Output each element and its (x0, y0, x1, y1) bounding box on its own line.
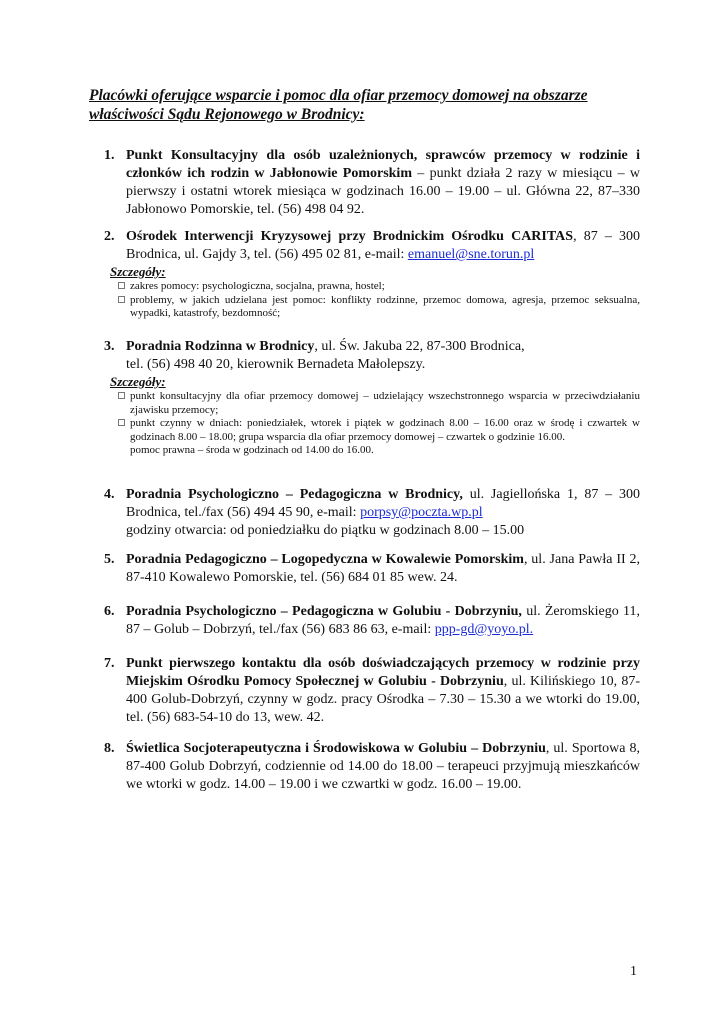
item-name: Ośrodek Interwencji Kryzysowej przy Brodnickim Ośrodku CARITAS (126, 229, 574, 244)
list-item (104, 551, 640, 587)
item-name: Poradnia Pedagogiczno – Logopedyczna w Kowalewie Pomorskim (126, 552, 524, 567)
list-item (104, 603, 640, 639)
details-list (104, 280, 640, 321)
page-number: 1 (630, 964, 637, 979)
item-number: 2. (104, 229, 115, 244)
item-text: – punkt działa 2 razy w miesiącu – w pierwszy i ostatni wtorek miesiąca w godzinach 16.00 – 19.00 – ul. Główna 22, 87–330 Jabłonowo Pomorskie, tel. (56) 498 04 92. (126, 166, 640, 217)
email-link[interactable]: porpsy@poczta.wp.pl (360, 505, 483, 520)
item-number: 5. (104, 552, 115, 567)
item-text: , 87 – 300 Brodnica, ul. Gajdy 3, tel. (56) 495 02 81, e-mail: (126, 229, 640, 262)
list-item (104, 228, 640, 321)
list-item (104, 147, 640, 219)
bullet-icon (118, 282, 125, 289)
bullet-icon (118, 296, 125, 303)
list-item (104, 338, 640, 458)
details-item: problemy, w jakich udzielana jest pomoc: konflikty rodzinne, przemoc domowa, agresja, przemoc seksualna, wypadki, katastrofy, bezdomność; (104, 294, 640, 321)
bullet-icon (118, 392, 125, 399)
item-number: 8. (104, 741, 115, 756)
list-item (104, 486, 640, 540)
details-item: zakres pomocy: psychologiczna, socjalna, prawna, hostel; (104, 280, 640, 294)
item-number: 4. (104, 487, 115, 502)
details-item: pomoc prawna – środa w godzinach od 14.00 do 16.00. (130, 444, 374, 456)
details-item: punkt konsultacyjny dla ofiar przemocy domowej – udzielający wszechstronnego wsparcia w przeciwdziałaniu zjawisku przemocy; (104, 390, 640, 417)
item-text: , ul. Jana Pawła II 2, 87-410 Kowalewo Pomorskie, tel. (56) 684 01 85 wew. 24. (126, 552, 640, 585)
item-number: 1. (104, 148, 115, 163)
item-name: Punkt Konsultacyjny dla osób uzależnionych, sprawców przemocy w rodzinie i członków ich rodzin w Jabłonowie Pomorskim (126, 148, 640, 181)
item-name: Poradnia Psychologiczno – Pedagogiczna w Golubiu - Dobrzyniu, (126, 604, 522, 619)
item-text: ul. Jagiellońska 1, 87 – 300 Brodnica, tel./fax (56) 494 45 90, e-mail: (126, 487, 640, 520)
item-number: 7. (104, 656, 115, 671)
details-heading: Szczegóły: (110, 374, 166, 389)
details-heading: Szczegóły: (110, 264, 166, 279)
bullet-icon (118, 419, 125, 426)
document-title: Placówki oferujące wsparcie i pomoc dla ofiar przemocy domowej na obszarze właściwości Sądu Rejonowego w Brodnicy: (89, 87, 588, 123)
email-link[interactable]: emanuel@sne.torun.pl (407, 247, 535, 262)
item-text: , ul. Św. Jakuba 22, 87-300 Brodnica, (314, 339, 525, 354)
item-line: tel. (56) 498 40 20, kierownik Bernadeta Małolepszy. (126, 357, 426, 372)
details-list (104, 390, 640, 458)
item-text: ul. Żeromskiego 11, 87 – Golub – Dobrzyń, tel./fax (56) 683 86 63, e-mail: (126, 604, 640, 637)
item-text: , ul. Kilińskiego 10, 87-400 Golub-Dobrzyń, czynny w godz. pracy Ośrodka – 7.30 – 15.30 a we wtorki do 19.00, tel. (56) 683-54-10 do 13, wew. 42. (126, 674, 640, 725)
item-name: Poradnia Rodzinna w Brodnicy (126, 339, 315, 354)
item-text: , ul. Sportowa 8, 87-400 Golub Dobrzyń, codziennie od 14.00 do 18.00 – terapeuci przyjmują mieszkańców we wtorki w godz. 14.00 – 19.00 i we czwartki w godz. 16.00 – 19.00. (126, 741, 640, 792)
details-item: punkt czynny w dniach: poniedziałek, wtorek i piątek w godzinach 8.00 – 16.00 oraz w środę i czwartek w godzinach 8.00 – 18.00; grupa wsparcia dla ofiar przemocy domowej – czwartek o godzinie 16.00. (104, 417, 640, 444)
item-number: 3. (104, 339, 115, 354)
email-link[interactable]: ppp-gd@yoyo.pl. (434, 622, 534, 637)
list-item (104, 655, 640, 727)
item-number: 6. (104, 604, 115, 619)
item-name: Punkt pierwszego kontaktu dla osób doświadczających przemocy w rodzinie przy Miejskim Ośrodku Pomocy Społecznej w Golubiu - Dobrzyniu (126, 656, 640, 689)
list-item (104, 740, 640, 794)
item-line: godziny otwarcia: od poniedziałku do piątku w godzinach 8.00 – 15.00 (126, 523, 525, 538)
item-name: Świetlica Socjoterapeutyczna i Środowiskowa w Golubiu – Dobrzyniu (126, 741, 546, 756)
item-name: Poradnia Psychologiczno – Pedagogiczna w Brodnicy, (126, 487, 463, 502)
